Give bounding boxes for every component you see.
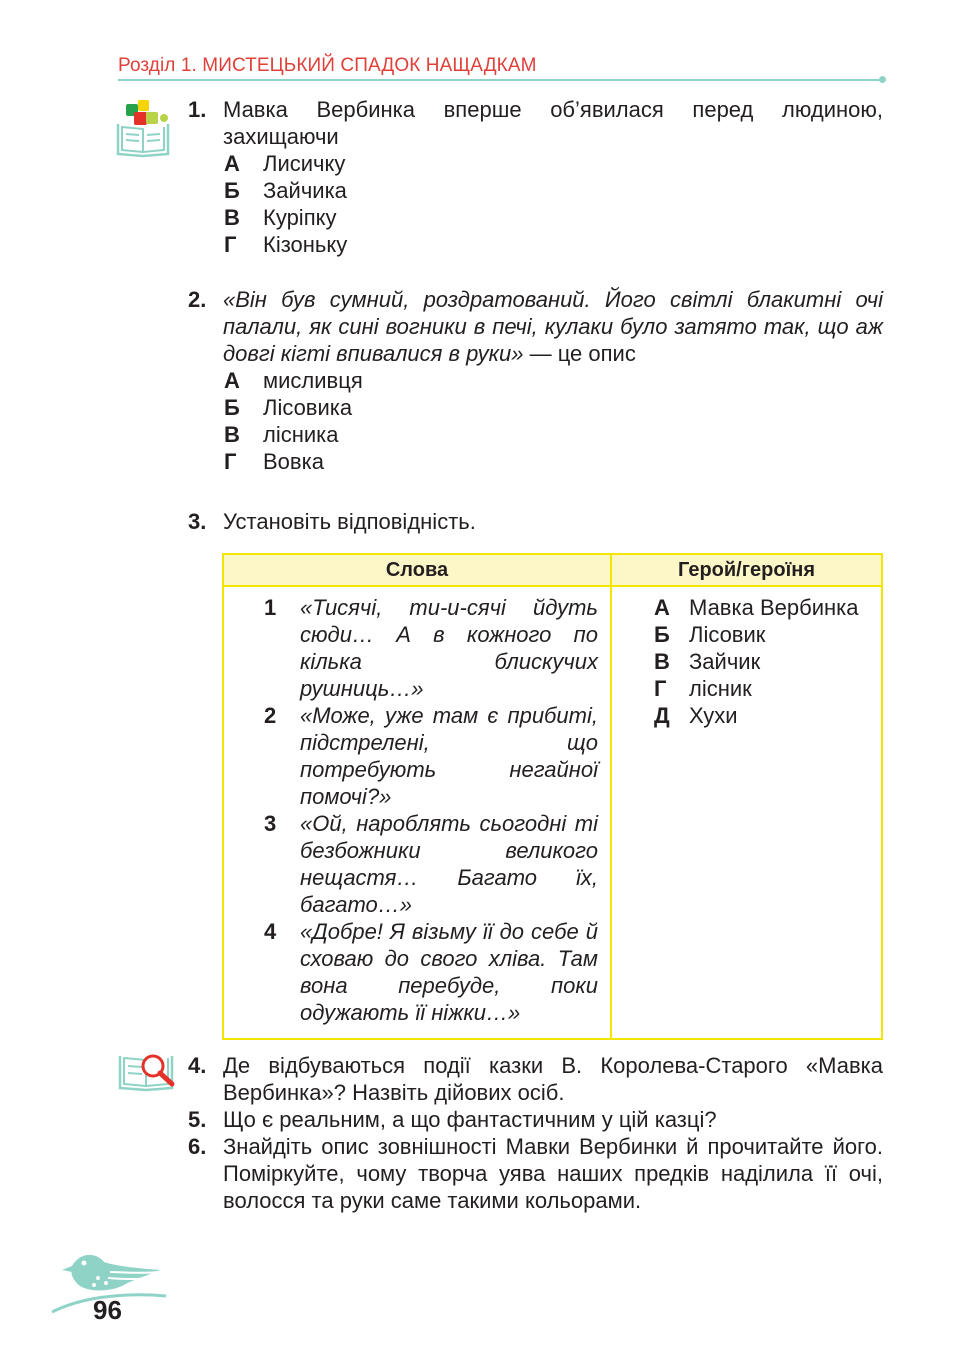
option-a: А Лисичку	[224, 151, 346, 176]
quote: «Він був сумний, роздратований. Його світлі блакитні очі палали, як сині вогники в печі, кулаки було затято так, що аж довгі кігті впивалися в руки»	[223, 287, 883, 366]
word-item-4: 4 «Добре! Я візьму її до себе й сховаю до свого хліва. Там вона перебуде, поки одужають її ніжки…»	[264, 919, 598, 1025]
question-text: Установіть відповідність.	[223, 509, 476, 534]
answer-options	[224, 150, 883, 258]
option-v: В лісника	[224, 422, 339, 447]
word-item-1: 1 «Тисячі, ти-и-сячі йдуть сюди… А в кожного по кілька блискучих рушниць…»	[264, 595, 598, 701]
question-tail: — це опис	[523, 341, 636, 366]
book-blocks-icon	[112, 98, 174, 160]
question-text: Мавка Вербинка вперше об’явилася перед людиною, захищаючи	[223, 97, 883, 149]
question-number: 6.	[188, 1134, 207, 1159]
word-item-2: 2 «Може, уже там є прибиті, підстрелені, що потребують негайної помочі?»	[264, 703, 598, 809]
question-number: 1.	[188, 97, 207, 122]
words-cell	[223, 586, 611, 1039]
question-number: 2.	[188, 287, 207, 312]
question-3	[188, 508, 883, 535]
book-magnifier-icon	[116, 1048, 178, 1094]
option-b: Б Лісовика	[224, 395, 353, 420]
option-g: Г Вовка	[224, 449, 324, 474]
question-6	[188, 1133, 883, 1214]
question-4	[188, 1052, 883, 1106]
word-item-3: 3 «Ой, нароблять сьогодні ті безбожники великого нещастя… Багато їх, багато…»	[264, 811, 598, 917]
matching-table	[222, 553, 883, 1040]
hero-item-a: А Мавка Вербинка	[654, 595, 859, 620]
option-v: В Куріпку	[224, 205, 337, 230]
question-text	[223, 286, 883, 367]
option-a: А мисливця	[224, 368, 363, 393]
option-b: Б Зайчика	[224, 178, 347, 203]
chapter-title: Розділ 1. МИСТЕЦЬКИЙ СПАДОК НАЩАДКАМ	[118, 55, 537, 76]
hero-item-v: В Зайчик	[654, 649, 761, 674]
question-number: 3.	[188, 509, 207, 534]
question-1	[188, 96, 883, 258]
question-text: Що є реальним, а що фантастичним у цій казці?	[223, 1107, 717, 1132]
heroes-cell	[611, 586, 882, 1039]
question-number: 4.	[188, 1053, 207, 1078]
page-number: 96	[93, 1295, 122, 1325]
question-text: Знайдіть опис зовнішності Мавки Вербинки й прочитайте його. Поміркуйте, чому творча уява наших предків наділила її очі, волосся та руки саме такими кольорами.	[223, 1134, 883, 1213]
question-text: Де відбуваються події казки В. Королева-Старого «Мавка Вербинка»? Назвіть дійових осіб.	[223, 1053, 883, 1105]
hero-item-g: Г лісник	[654, 676, 752, 701]
header-rule	[118, 79, 880, 81]
question-2	[188, 286, 883, 475]
hero-item-d: Д Хухи	[654, 703, 738, 728]
running-header	[118, 55, 886, 81]
column-header-words: Слова	[223, 554, 611, 586]
question-5	[188, 1106, 883, 1133]
column-header-heroes: Герой/героїня	[611, 554, 882, 586]
question-number: 5.	[188, 1107, 207, 1132]
answer-options	[224, 367, 883, 475]
option-g: Г Кізоньку	[224, 232, 348, 257]
hero-item-b: Б Лісовик	[654, 622, 766, 647]
header-rule-dot	[879, 76, 886, 83]
